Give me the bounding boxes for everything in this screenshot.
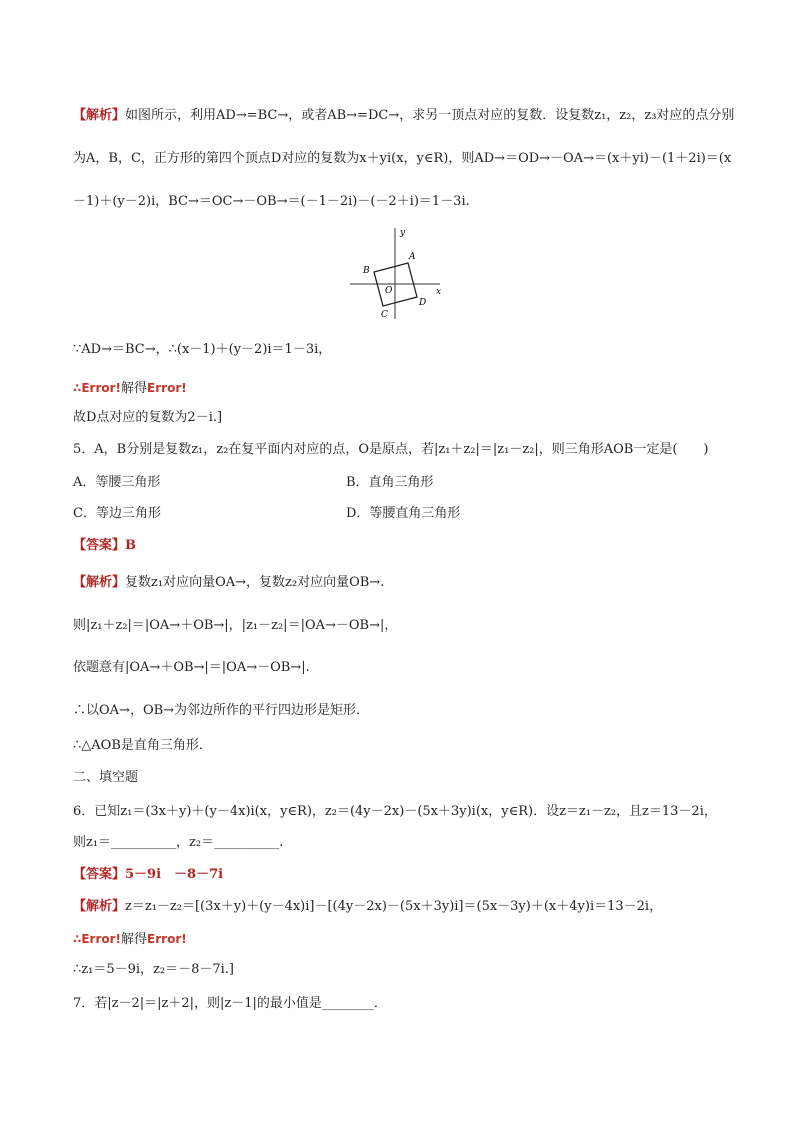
section-title: 二、填空题	[73, 770, 139, 785]
analysis-paragraph	[73, 108, 734, 124]
answer-value: 5－9i －8－7i	[125, 867, 224, 882]
error-field: Error!	[147, 381, 187, 395]
analysis-line: 则|z₁＋z₂|＝|OA→＋OB→|，|z₁－z₂|＝|OA→－OB→|，	[73, 618, 398, 633]
x-axis-label: x	[436, 287, 442, 297]
analysis-line: －1)＋(y－2)i，BC→＝OC→－OB→＝(－1－2i)－(－2＋i)＝1－3i.	[73, 194, 470, 209]
answer-line	[73, 538, 136, 554]
origin-label: O	[385, 286, 393, 296]
analysis-line: ∴z₁＝5－9i，z₂＝－8－7i.]	[73, 962, 234, 977]
analysis-line: ∴Error!解得Error!	[73, 381, 187, 396]
analysis-line: 为A，B，C，正方形的第四个顶点D对应的复数为x＋yi(x，y∈R)，则AD→＝OD→－OA→＝(x＋yi)－(1＋2i)＝(x	[73, 151, 732, 166]
point-d-label: D	[419, 298, 427, 308]
error-field: Error!	[81, 381, 122, 395]
answer-line	[73, 867, 223, 883]
analysis-line: 【解析】z＝z₁－z₂＝[(3x＋y)＋(y－4x)i]－[(4y－2x)－(5x＋3y)i]＝(5x－3y)＋(x＋4y)i＝13－2i，	[73, 899, 663, 914]
square-diagram	[345, 226, 445, 320]
error-field: Error!	[147, 932, 187, 946]
answer-tag: 【答案】	[73, 867, 126, 882]
analysis-tag: 【解析】	[73, 108, 126, 123]
option-a: A．等腰三角形	[73, 475, 161, 490]
point-b-label: B	[363, 266, 370, 276]
point-c-label: C	[381, 310, 388, 320]
analysis-line: ∴△AOB是直角三角形．	[73, 738, 212, 753]
error-field: Error!	[81, 932, 122, 946]
question-5-stem: 5．A，B分别是复数z₁，z₂在复平面内对应的点，O是原点，若|z₁＋z₂|＝|z₁－z₂|，则三角形AOB一定是( )	[73, 442, 709, 457]
analysis-line: ∴Error!解得Error!	[73, 932, 187, 947]
question-6-stem: 6．已知z₁＝(3x＋y)＋(y－4x)i(x，y∈R)，z₂＝(4y－2x)－(5x＋3y)i(x，y∈R)．设z＝z₁－z₂，且z＝13－2i，	[73, 804, 717, 819]
analysis-tag: 【解析】	[73, 575, 126, 590]
question-7-stem: 7．若|z－2|＝|z＋2|，则|z－1|的最小值是________．	[73, 996, 387, 1011]
y-axis-label: y	[400, 228, 406, 238]
point-a-label: A	[409, 252, 416, 262]
option-d: D．等腰直角三角形	[346, 506, 461, 521]
option-c: C．等边三角形	[73, 506, 161, 521]
analysis-tag: 【解析】	[73, 899, 126, 914]
analysis-line: 【解析】复数z₁对应向量OA→，复数z₂对应向量OB→.	[73, 575, 385, 590]
analysis-line: 故D点对应的复数为2－i.]	[73, 410, 223, 425]
analysis-line: ∴以OA→，OB→为邻边所作的平行四边形是矩形．	[73, 703, 370, 718]
answer-tag: 【答案】	[73, 538, 126, 553]
analysis-text: 如图所示，利用AD→=BC→，或者AB→=DC→，求另一顶点对应的复数．设复数z₁，z₂，z₃对应的点分别	[125, 108, 735, 123]
analysis-line: ∵AD→＝BC→，∴(x－1)＋(y－2)i＝1－3i，	[73, 342, 332, 357]
answer-value: B	[125, 538, 137, 553]
option-b: B．直角三角形	[346, 475, 434, 490]
analysis-line: 依题意有|OA→＋OB→|＝|OA→－OB→|.	[73, 660, 310, 675]
question-6-stem-blanks: 则z₁＝__________，z₂＝__________.	[73, 835, 284, 850]
